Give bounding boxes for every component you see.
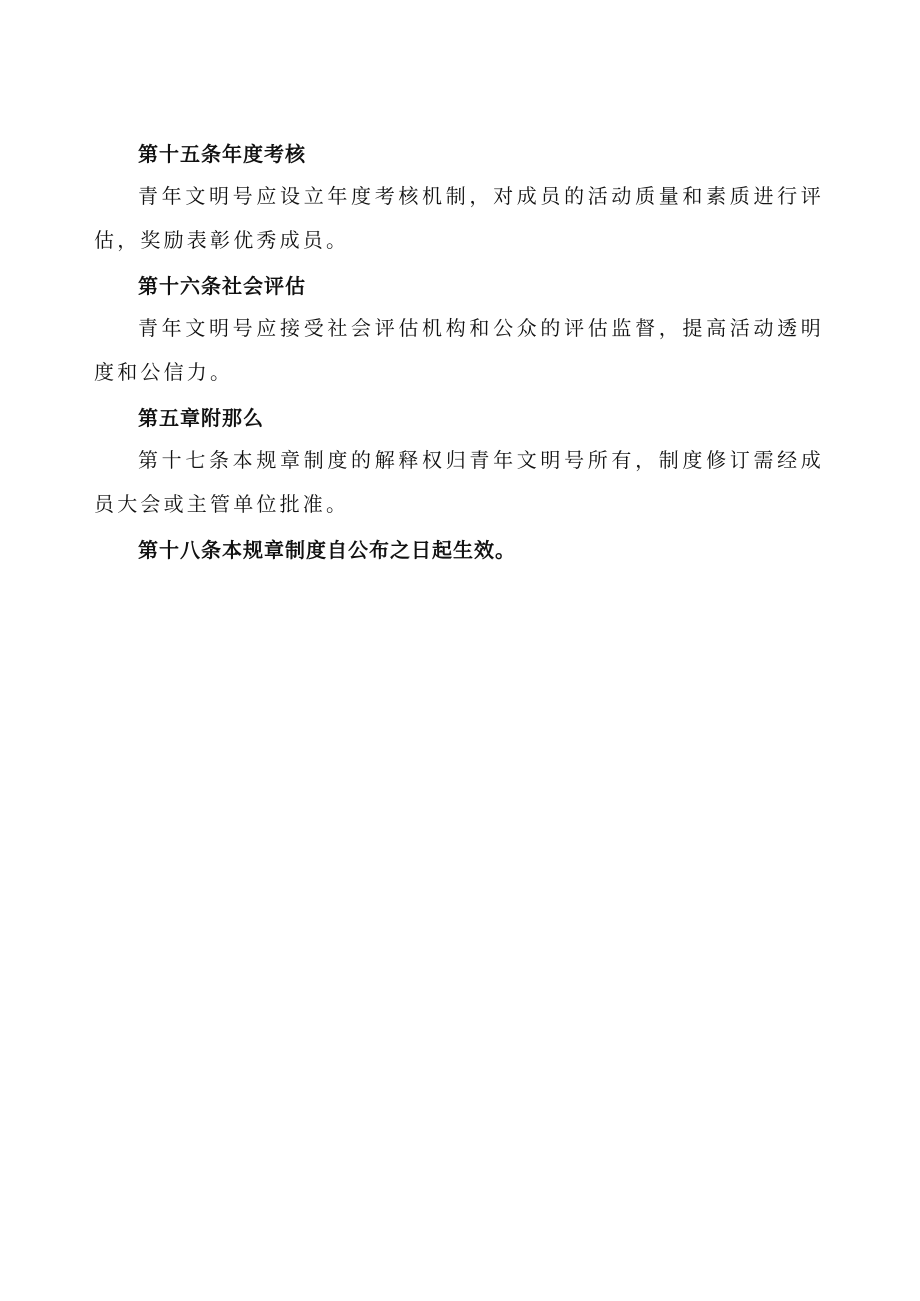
article-17-text: 第十七条本规章制度的解释权归青年文明号所有，制度修订需经成员大会或主管单位批准。 <box>94 448 824 516</box>
article-16-text: 青年文明号应接受社会评估机构和公众的评估监督，提高活动透明度和公信力。 <box>94 316 824 384</box>
article-18-heading: 第十八条本规章制度自公布之日起生效。 <box>138 538 516 562</box>
article-16-heading: 第十六条社会评估 <box>138 274 306 298</box>
document-body <box>94 134 824 570</box>
article-15-heading: 第十五条年度考核 <box>138 142 306 166</box>
chapter-5-heading: 第五章附那么 <box>138 406 264 430</box>
article-15-text: 青年文明号应设立年度考核机制，对成员的活动质量和素质进行评估，奖励表彰优秀成员。 <box>94 184 824 252</box>
